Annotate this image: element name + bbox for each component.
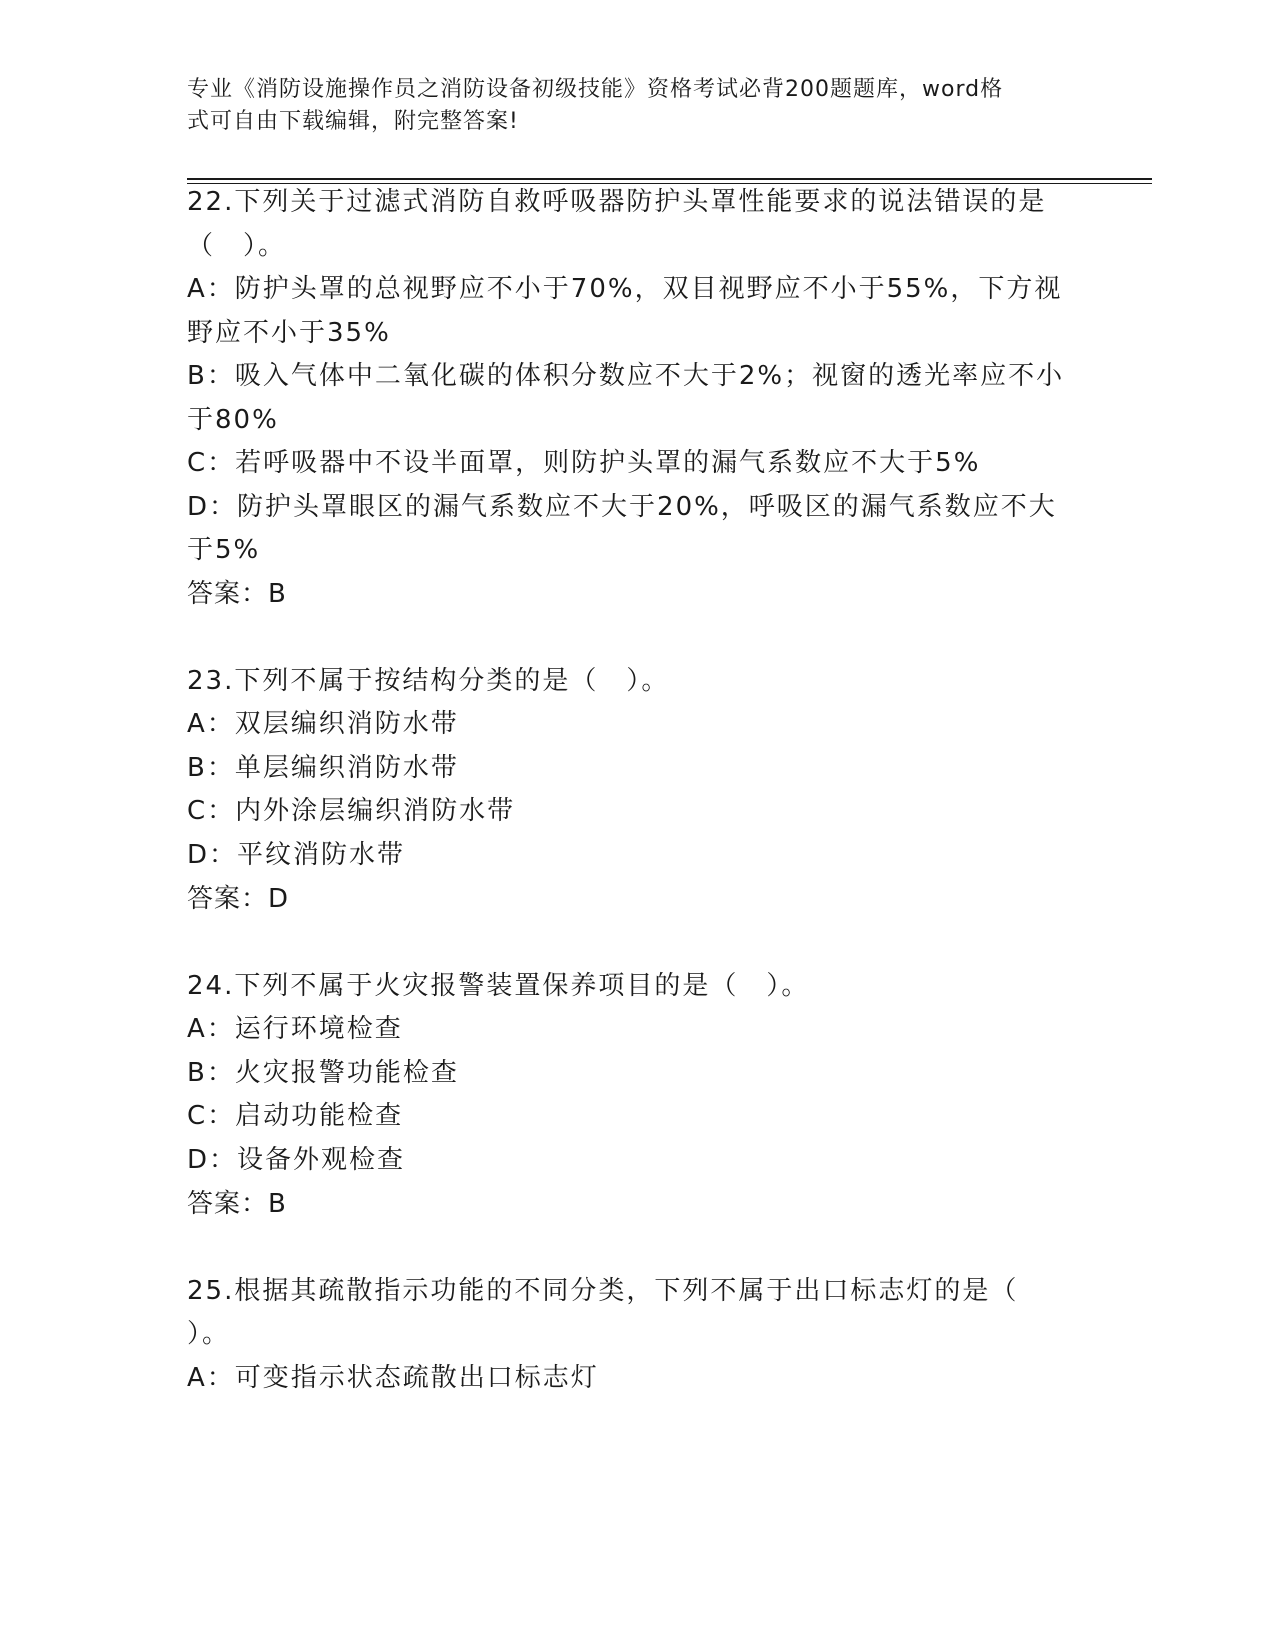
question-22-stem: 22.下列关于过滤式消防自救呼吸器防护头罩性能要求的说法错误的是 <box>187 187 1047 217</box>
question-24-option-c: C：启动功能检查 <box>187 1101 404 1131</box>
question-23-option-c: C：内外涂层编织消防水带 <box>187 796 516 826</box>
question-23-option-a: A：双层编织消防水带 <box>187 709 459 739</box>
question-22-option-a: A：防护头罩的总视野应不小于70%，双目视野应不小于55%，下方视 <box>187 274 1063 304</box>
question-25-stem: 25.根据其疏散指示功能的不同分类，下列不属于出口标志灯的是（ <box>187 1276 1019 1306</box>
question-22-option-a-cont: 野应不小于35% <box>187 318 391 348</box>
question-22-option-b: B：吸入气体中二氧化碳的体积分数应不大于2%；视窗的透光率应不小 <box>187 361 1065 391</box>
question-24-option-b: B：火灾报警功能检查 <box>187 1058 459 1088</box>
question-25-stem-cont: ）。 <box>187 1319 231 1349</box>
question-24-stem: 24.下列不属于火灾报警装置保养项目的是（ ）。 <box>187 971 810 1001</box>
question-25-option-a: A：可变指示状态疏散出口标志灯 <box>187 1363 599 1393</box>
question-22-option-d: D：防护头罩眼区的漏气系数应不大于20%，呼吸区的漏气系数应不大 <box>187 492 1057 522</box>
question-23-answer: 答案：D <box>187 884 290 914</box>
question-23-option-d: D：平纹消防水带 <box>187 840 406 870</box>
question-23-option-b: B：单层编织消防水带 <box>187 753 459 783</box>
header-line-1: 专业《消防设施操作员之消防设备初级技能》资格考试必背200题题库，word格 <box>187 77 1004 102</box>
header-divider-thick <box>187 178 1152 180</box>
question-22-option-b-cont: 于80% <box>187 405 279 435</box>
question-24-option-a: A：运行环境检查 <box>187 1014 403 1044</box>
question-22-option-d-cont: 于5% <box>187 535 261 565</box>
question-24-answer: 答案：B <box>187 1189 287 1219</box>
document-header <box>187 74 1067 138</box>
question-22-answer: 答案：B <box>187 579 287 609</box>
question-22-stem-cont: （ ）。 <box>187 231 287 261</box>
question-22-option-c: C：若呼吸器中不设半面罩，则防护头罩的漏气系数应不大于5% <box>187 448 981 478</box>
header-line-2: 式可自由下载编辑，附完整答案! <box>187 109 519 134</box>
question-24-option-d: D：设备外观检查 <box>187 1145 406 1175</box>
question-23-stem: 23.下列不属于按结构分类的是（ ）。 <box>187 666 670 696</box>
